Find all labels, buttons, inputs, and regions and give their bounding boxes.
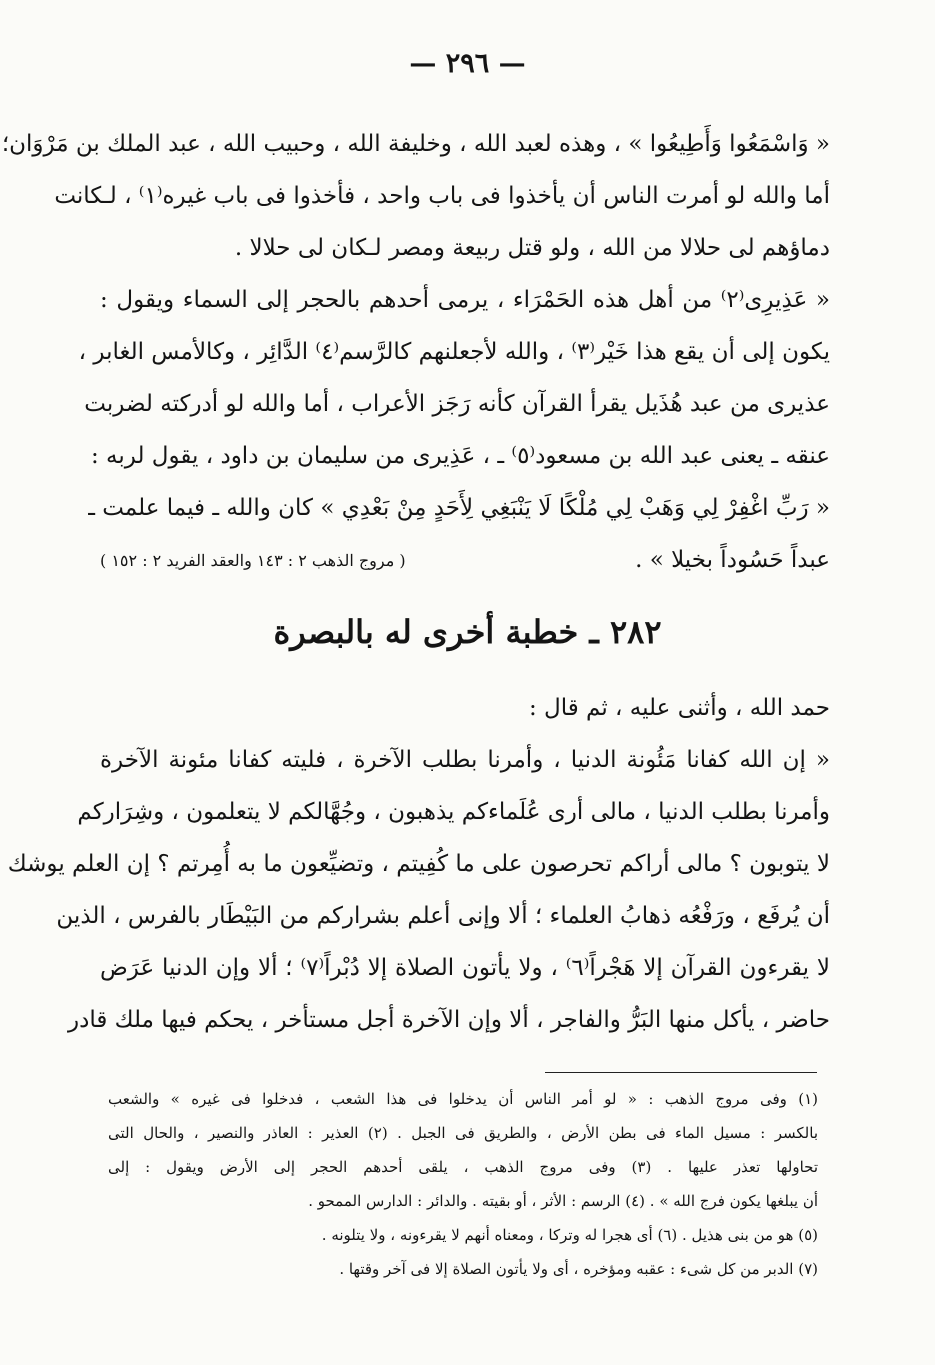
footnote-divider xyxy=(545,1072,817,1073)
footnote-line: (١) وفى مروج الذهب : « لو أمر الناس أن يدخلوا فى هذا الشعب ، فدخلوا فى غيره » والشعب xyxy=(108,1090,818,1108)
text-line: عذيرى من عبد هُذَيل يقرأ القرآن كأنه رَجَز الأعراب ، أما والله لو أدركته لضربت xyxy=(84,391,830,417)
text-line: « وَاسْمَعُوا وَأَطِيعُوا » ، وهذه لعبد الله ، وخليفة الله ، وحبيب الله ، عبد الملك بن مَرْوَان؛ xyxy=(1,131,830,157)
text-line: « عَذِيرِى⁽٢⁾ من أهل هذه الحَمْرَاء ، يرمى أحدهم بالحجر إلى السماء ويقول : xyxy=(100,287,830,313)
text-line: لا يقرءون القرآن إلا هَجْراً⁽٦⁾ ، ولا يأتون الصلاة إلا دُبْراً⁽٧⁾ ؛ ألا وإن الدنيا عَرَض xyxy=(100,955,831,981)
text-line: لا يتوبون ؟ مالى أراكم تحرصون على ما كُفِيتم ، وتضيِّعون ما به أُمِرتم ؟ إن العلم يوشك xyxy=(7,851,830,877)
text-line: وأمرنا بطلب الدنيا ، مالى أرى عُلَماءكم يذهبون ، وجُهَّالكم لا يتعلمون ، وشِرَاركم xyxy=(77,799,830,825)
intro-paragraphs xyxy=(1,118,830,586)
text-line: « إن الله كفانا مَئُونة الدنيا ، وأمرنا بطلب الآخرة ، فليته كفانا مئونة الآخرة xyxy=(100,747,830,773)
footnote-line: (٧) الدبر من كل شىء : عقبه ومؤخره ، أى ولا يأتون الصلاة إلا فى آخر وقتها . xyxy=(339,1260,818,1278)
footnote-line: أن يبلغها يكون فرج الله » . (٤) الرسم : الأثر ، أو بقيته . والدائر : الدارس الممحو . xyxy=(308,1192,818,1210)
text-line: « رَبِّ اغْفِرْ لِي وَهَبْ لِي مُلْكًا لَا يَنْبَغِي لِأَحَدٍ مِنْ بَعْدِي » كان والله ـ فيما علمت ـ xyxy=(88,495,830,521)
closing-line-with-source xyxy=(100,534,830,586)
text-line: حاضر ، يأكل منها البَرُّ والفاجر ، ألا وإن الآخرة أجل مستأخر ، يحكم فيها ملك قادر xyxy=(68,1007,830,1033)
text-line: دماؤهم لى حلالا من الله ، ولو قتل ربيعة ومصر لـكان لى حلالا . xyxy=(234,235,830,261)
sermon-text xyxy=(7,682,831,1046)
section-heading: ٢٨٢ ـ خطبة أخرى له بالبصرة xyxy=(273,613,662,651)
footnote-line: بالكسر : مسيل الماء فى بطن الأرض ، والطريق فى الجبل . (٢) العذير : العاذر والنصير ، والحال التى xyxy=(108,1124,818,1142)
text-line: عنقه ـ يعنى عبد الله بن مسعود⁽٥⁾ ـ ، عَذِيرى من سليمان بن داود ، يقول لربه : xyxy=(90,443,830,469)
footnote-line: (٥) هو من بنى هذيل . (٦) أى هجرا له وتركا ، ومعناه أنهم لا يقرءونه ، ولا يتلونه . xyxy=(321,1226,818,1244)
source-reference: ( مروج الذهب ٢ : ١٤٣ والعقد الفريد ٢ : ١٥٢ ) xyxy=(100,550,406,570)
footnotes xyxy=(108,1082,818,1286)
footnote-line: تحاولها تعذر عليها . (٣) وفى مروج الذهب ، يلقى أحدهم الحجر إلى الأرض ويقول : إلى xyxy=(108,1158,819,1176)
text-line: عبداً حَسُوداً بخيلا » . xyxy=(635,547,830,573)
text-line: حمد الله ، وأثنى عليه ، ثم قال : xyxy=(528,695,830,721)
text-line: أما والله لو أمرت الناس أن يأخذوا فى باب واحد ، فأخذوا فى باب غيره⁽١⁾ ، لـكانت xyxy=(54,183,830,209)
page-number: — ٢٩٦ — xyxy=(409,48,526,79)
text-line: أن يُرفَع ، ورَفْعُه ذهابُ العلماء ؛ ألا وإنى أعلم بشراركم من البَيْطَار بالفرس ، الذين xyxy=(56,903,830,929)
text-line: يكون إلى أن يقع هذا خَيْر⁽٣⁾ ، والله لأجعلنهم كالرَّسم⁽٤⁾ الدَّائِر ، وكالأمس الغابر ، xyxy=(78,339,830,365)
